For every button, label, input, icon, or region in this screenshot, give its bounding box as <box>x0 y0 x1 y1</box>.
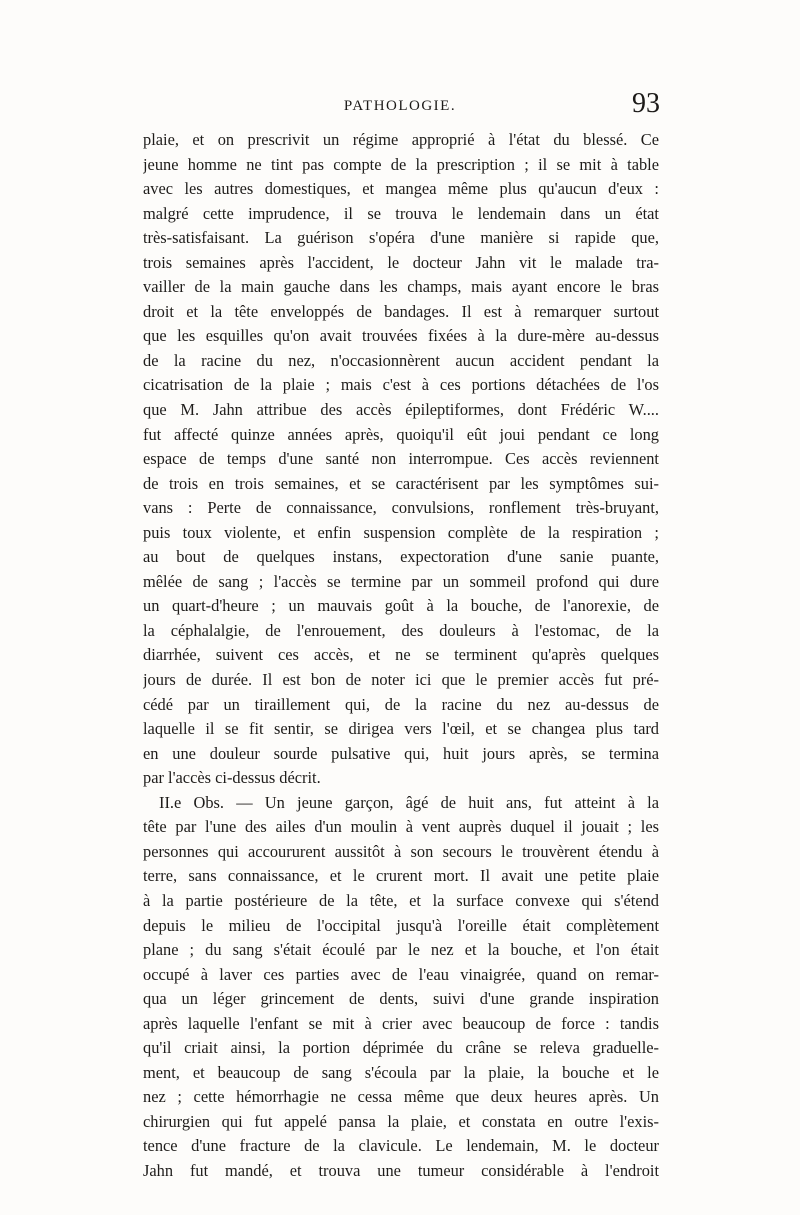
text-line: mêlée de sang ; l'accès se termine par un sommeil profond qui dure <box>143 571 659 591</box>
text-line: Jahn fut mandé, et trouva une tumeur considérable à l'endroit <box>143 1160 659 1180</box>
text-line: tête par l'une des ailes d'un moulin à vent auprès duquel il jouait ; les <box>143 817 659 837</box>
text-line: jeune homme ne tint pas compte de la prescription ; il se mit à table <box>143 154 659 174</box>
text-line: très-satisfaisant. La guérison s'opéra d'une manière si rapide que, <box>143 228 659 248</box>
text-line: que les esquilles qu'on avait trouvées fixées à la dure-mère au-dessus <box>143 326 659 346</box>
text-line: de la racine du nez, n'occasionnèrent aucun accident pendant la <box>143 350 659 370</box>
text-line: un quart-d'heure ; un mauvais goût à la bouche, de l'anorexie, de <box>143 596 659 616</box>
text-line: trois semaines après l'accident, le docteur Jahn vit le malade tra- <box>143 252 659 272</box>
text-line: que M. Jahn attribue des accès épileptiformes, dont Frédéric W.... <box>143 400 659 420</box>
page-header <box>140 88 660 124</box>
text-line: jours de durée. Il est bon de noter ici que le premier accès fut pré- <box>143 670 659 690</box>
text-line: qu'il criait ainsi, la portion déprimée du crâne se releva graduelle- <box>143 1038 659 1058</box>
text-line: chirurgien qui fut appelé pansa la plaie, et constata en outre l'exis- <box>143 1111 659 1131</box>
text-line: par l'accès ci-dessus décrit. <box>143 768 321 788</box>
text-line: cédé par un tiraillement qui, de la racine du nez au-dessus de <box>143 694 659 714</box>
text-line: terre, sans connaissance, et le crurent mort. Il avait une petite plaie <box>143 866 659 886</box>
text-line: puis toux violente, et enfin suspension complète de la respiration ; <box>143 522 659 542</box>
body-text <box>143 128 659 1184</box>
text-line: occupé à laver ces parties avec de l'eau vinaigrée, quand on remar- <box>143 964 659 984</box>
text-line: plane ; du sang s'était écoulé par le nez et la bouche, et l'on était <box>143 940 659 960</box>
text-line: avec les autres domestiques, et mangea même plus qu'aucun d'eux : <box>143 179 659 199</box>
text-line: fut affecté quinze années après, quoiqu'il eût joui pendant ce long <box>143 424 659 444</box>
text-line: plaie, et on prescrivit un régime approprié à l'état du blessé. Ce <box>143 130 659 149</box>
text-line: après laquelle l'enfant se mit à crier avec beaucoup de force : tandis <box>143 1013 659 1033</box>
text-line: personnes qui accoururent aussitôt à son secours le trouvèrent étendu à <box>143 841 659 861</box>
text-line: nez ; cette hémorrhagie ne cessa même que deux heures après. Un <box>143 1087 659 1107</box>
text-line: diarrhée, suivent ces accès, et ne se terminent qu'après quelques <box>143 645 659 665</box>
text-line: qua un léger grincement de dents, suivi d'une grande inspiration <box>143 989 659 1009</box>
text-line: tence d'une fracture de la clavicule. Le lendemain, M. le docteur <box>143 1136 659 1156</box>
text-line: vailler de la main gauche dans les champs, mais ayant encore le bras <box>143 277 659 297</box>
page-number: 93 <box>632 88 660 119</box>
text-line: en une douleur sourde pulsative qui, huit jours après, se termina <box>143 743 659 763</box>
text-line: II.e Obs. — Un jeune garçon, âgé de huit ans, fut atteint à la <box>159 792 659 812</box>
text-line: vans : Perte de connaissance, convulsions, ronflement très-bruyant, <box>143 498 659 518</box>
text-line: depuis le milieu de l'occipital jusqu'à l'oreille était complètement <box>143 915 659 935</box>
text-line: ment, et beaucoup de sang s'écoula par la plaie, la bouche et le <box>143 1062 659 1082</box>
text-line: droit et la tête enveloppés de bandages. Il est à remarquer surtout <box>143 301 659 321</box>
text-line: cicatrisation de la plaie ; mais c'est à ces portions détachées de l'os <box>143 375 659 395</box>
text-line: malgré cette imprudence, il se trouva le lendemain dans un état <box>143 203 659 223</box>
text-line: à la partie postérieure de la tête, et la surface convexe qui s'étend <box>143 890 659 910</box>
text-line: la céphalalgie, de l'enrouement, des douleurs à l'estomac, de la <box>143 620 659 640</box>
running-title: PATHOLOGIE. <box>343 98 457 114</box>
text-line: espace de temps d'une santé non interrompue. Ces accès reviennent <box>143 449 659 469</box>
text-line: au bout de quelques instans, expectoration d'une sanie puante, <box>143 547 659 567</box>
text-line: de trois en trois semaines, et se caractérisent par les symptômes sui- <box>143 473 659 493</box>
text-line: laquelle il se fit sentir, se dirigea vers l'œil, et se changea plus tard <box>143 719 659 739</box>
